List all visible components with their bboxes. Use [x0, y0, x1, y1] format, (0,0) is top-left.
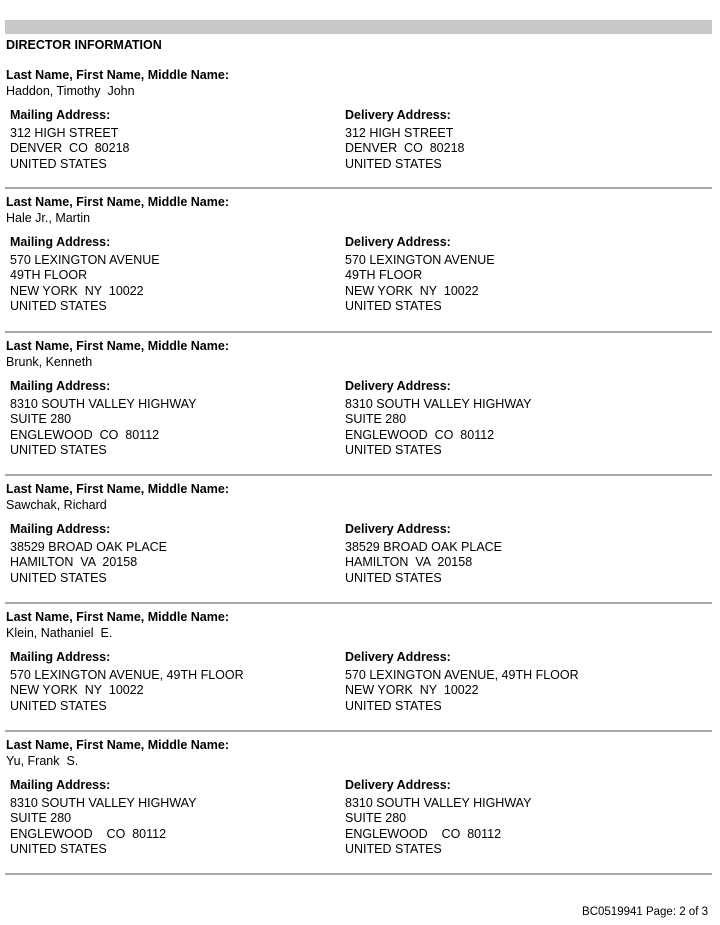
address-line: UNITED STATES: [345, 298, 442, 313]
director-name: Sawchak, Richard: [6, 498, 107, 512]
delivery-address: [345, 126, 465, 172]
mailing-address-label: Mailing Address:: [10, 778, 111, 792]
address-line: UNITED STATES: [345, 156, 442, 171]
address-line: 8310 SOUTH VALLEY HIGHWAY: [10, 397, 197, 411]
address-line: UNITED STATES: [10, 298, 107, 313]
delivery-address-label: Delivery Address:: [345, 778, 451, 792]
address-line: SUITE 280: [345, 412, 407, 427]
delivery-address-label: Delivery Address:: [345, 379, 451, 393]
address-line: UNITED STATES: [345, 698, 442, 713]
director-name: Klein, Nathaniel E.: [6, 626, 113, 640]
divider: [5, 873, 712, 875]
address-line: NEW YORK NY 10022: [345, 283, 479, 298]
divider: [5, 187, 712, 189]
delivery-address: [345, 540, 502, 586]
address-line: NEW YORK NY 10022: [10, 683, 144, 698]
delivery-address: [345, 397, 531, 458]
address-line: 8310 SOUTH VALLEY HIGHWAY: [10, 796, 197, 810]
address-line: HAMILTON VA 20158: [10, 555, 138, 570]
director-name: Brunk, Kenneth: [6, 355, 93, 369]
address-line: UNITED STATES: [10, 156, 107, 171]
director-name: Haddon, Timothy John: [6, 84, 135, 98]
address-line: 49TH FLOOR: [345, 268, 423, 283]
name-label: Last Name, First Name, Middle Name:: [6, 738, 229, 752]
address-line: UNITED STATES: [10, 841, 107, 856]
address-line: 570 LEXINGTON AVENUE, 49TH FLOOR: [345, 668, 579, 682]
address-line: 8310 SOUTH VALLEY HIGHWAY: [345, 397, 532, 411]
address-line: 312 HIGH STREET: [345, 126, 454, 140]
address-line: UNITED STATES: [345, 442, 442, 457]
address-line: HAMILTON VA 20158: [345, 555, 473, 570]
address-line: NEW YORK NY 10022: [345, 683, 479, 698]
mailing-address-label: Mailing Address:: [10, 650, 111, 664]
name-label: Last Name, First Name, Middle Name:: [6, 68, 229, 82]
delivery-address-label: Delivery Address:: [345, 235, 451, 249]
address-line: 38529 BROAD OAK PLACE: [345, 540, 503, 554]
header-bar: [5, 20, 712, 34]
page-footer: BC0519941 Page: 2 of 3: [582, 906, 708, 918]
mailing-address-label: Mailing Address:: [10, 379, 111, 393]
address-line: 49TH FLOOR: [10, 268, 88, 283]
address-line: DENVER CO 80218: [345, 141, 465, 156]
director-name: Hale Jr., Martin: [6, 211, 91, 225]
mailing-address-label: Mailing Address:: [10, 522, 111, 536]
name-label: Last Name, First Name, Middle Name:: [6, 482, 229, 496]
mailing-address: [10, 126, 130, 172]
address-line: 38529 BROAD OAK PLACE: [10, 540, 168, 554]
name-label: Last Name, First Name, Middle Name:: [6, 610, 229, 624]
delivery-address-label: Delivery Address:: [345, 650, 451, 664]
divider: [5, 730, 712, 732]
address-line: 570 LEXINGTON AVENUE: [345, 253, 495, 267]
mailing-address-label: Mailing Address:: [10, 235, 111, 249]
delivery-address: [345, 668, 579, 714]
address-line: UNITED STATES: [10, 698, 107, 713]
mailing-address-label: Mailing Address:: [10, 108, 111, 122]
address-line: 570 LEXINGTON AVENUE: [10, 253, 160, 267]
address-line: DENVER CO 80218: [10, 141, 130, 156]
address-line: SUITE 280: [10, 811, 72, 826]
delivery-address-label: Delivery Address:: [345, 108, 451, 122]
address-line: ENGLEWOOD CO 80112: [10, 427, 160, 442]
address-line: UNITED STATES: [345, 841, 442, 856]
address-line: ENGLEWOOD CO 80112: [10, 826, 167, 841]
address-line: SUITE 280: [10, 412, 72, 427]
divider: [5, 331, 712, 333]
address-line: UNITED STATES: [345, 570, 442, 585]
name-label: Last Name, First Name, Middle Name:: [6, 339, 229, 353]
director-name: Yu, Frank S.: [6, 754, 79, 768]
mailing-address: [10, 540, 167, 586]
divider: [5, 474, 712, 476]
address-line: ENGLEWOOD CO 80112: [345, 427, 495, 442]
mailing-address: [10, 668, 244, 714]
divider: [5, 602, 712, 604]
address-line: 312 HIGH STREET: [10, 126, 119, 140]
section-title: DIRECTOR INFORMATION: [6, 38, 162, 52]
address-line: UNITED STATES: [10, 570, 107, 585]
address-line: NEW YORK NY 10022: [10, 283, 144, 298]
address-line: SUITE 280: [345, 811, 407, 826]
mailing-address: [10, 253, 160, 314]
delivery-address: [345, 796, 531, 857]
mailing-address: [10, 397, 196, 458]
mailing-address: [10, 796, 196, 857]
address-line: 8310 SOUTH VALLEY HIGHWAY: [345, 796, 532, 810]
address-line: 570 LEXINGTON AVENUE, 49TH FLOOR: [10, 668, 244, 682]
address-line: ENGLEWOOD CO 80112: [345, 826, 502, 841]
name-label: Last Name, First Name, Middle Name:: [6, 195, 229, 209]
delivery-address: [345, 253, 495, 314]
address-line: UNITED STATES: [10, 442, 107, 457]
delivery-address-label: Delivery Address:: [345, 522, 451, 536]
